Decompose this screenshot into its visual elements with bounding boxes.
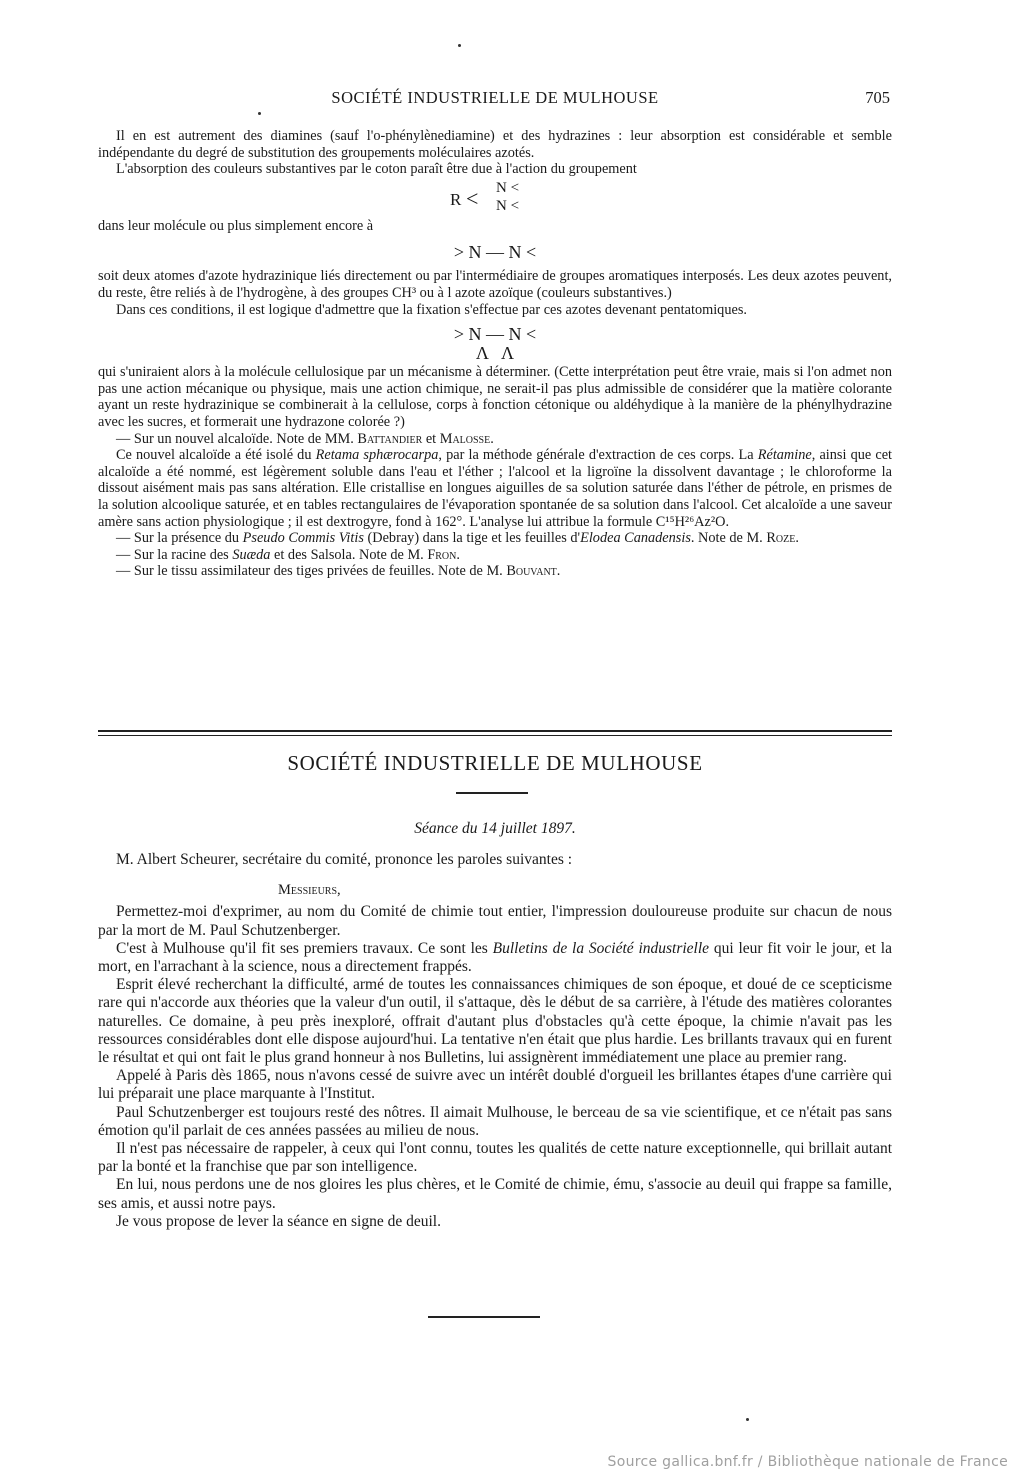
text: , ainsi que cet alcaloïde a été nommé, est légèrement soluble dans l'eau et l'éther ; l'alcool et la ligroïne la dissolvent davantage ; le chloroforme la dissout aisément mais pas sans altération. Elle cristallise en longues aiguilles de sa solution saturée dans l'éther de pétrole, en prismes de la solution alcoolique saturée, et en tables rectangulaires de l'évaporation spontanée de sa solution dans l'alcool. Cet alcaloïde a une saveur amère sans action physiologique ; il est dextrogyre, fond à 162°. L'analyse lui attribue la formule C¹⁵H²⁶Az²O. — [98, 447, 893, 530]
formula-pentatomic-bottom: Λ Λ — [475, 343, 515, 364]
speck — [258, 112, 261, 115]
paragraph: Dans ces conditions, il est logique d'admettre que la fixation s'effectue par ces azotes devenant pentatomiques. — [116, 301, 747, 318]
salutation — [98, 881, 892, 899]
running-header — [98, 88, 892, 110]
source-footer: Source gallica.bnf.fr / Bibliothèque nationale de France — [607, 1454, 1008, 1470]
author-name: Battandier — [357, 430, 423, 447]
divider-thin — [98, 735, 892, 736]
note-text: et — [422, 430, 440, 447]
intro-line: M. Albert Scheurer, secrétaire du comité, prononce les paroles suivantes : — [116, 851, 573, 868]
author-name: Bouvant — [506, 563, 557, 580]
eulogy-text — [98, 851, 892, 1231]
note-pseudo-commis — [98, 530, 892, 547]
formula-bot: N < — [496, 197, 520, 214]
text: et des Salsola. Note de M. — [270, 546, 428, 563]
paragraph: Paul Schutzenberger est toujours resté des nôtres. Il aimait Mulhouse, le berceau de sa vie scientifique, et ce n'était pas sans émotion qu'il parlait de ces années passées au milieu de nous. — [98, 1103, 892, 1139]
paragraph: L'absorption des couleurs substantives par le coton paraît être due à l'action du groupement — [116, 161, 637, 178]
paragraph: soit deux atomes d'azote hydrazinique liés directement ou par l'intermédiaire de groupes aromatiques interposés. Les deux azotes peuvent, du reste, être reliés à de l'hydrogène, à des groupes CH³ ou à l azote azoïque (couleurs substantives.) — [98, 268, 892, 301]
paragraph — [98, 940, 892, 976]
text: . — [556, 563, 561, 580]
section-title: SOCIÉTÉ INDUSTRIELLE DE MULHOUSE — [287, 751, 703, 775]
page-number: 705 — [865, 88, 890, 107]
italic-text: Suæda — [232, 546, 271, 563]
italic-text: Rétamine — [757, 447, 812, 464]
closing-rule — [428, 1316, 540, 1318]
italic-text: Bulletins de la Société industrielle — [492, 939, 710, 957]
formula-r: R — [450, 189, 462, 209]
title-underline — [456, 792, 528, 794]
formula-top: N < — [496, 179, 520, 196]
text: . — [456, 546, 460, 563]
note-text: . — [490, 430, 494, 447]
text: qui leur fit voir le jour, et la mort, en l'arrachant à la science, nous a directement frappés. — [98, 939, 892, 976]
italic-text: Retama sphærocarpa — [315, 447, 439, 464]
paragraph: qui s'uniraient alors à la molécule cellulosique par un mécanisme à déterminer. (Cette interprétation peut être vraie, mais si l'on admet non pas une action mécanique ou physique, mais une action chimique, ne serait-il pas plus admissible de considérer que la matière colorante ayant un reste hydrazinique se combinerait à la cellulose, corps à fonction cétonique ou aldéhydique à la manière de la phénylhydrazine avec les sucres, et formerait une hydrazone colorée ?) — [98, 364, 892, 430]
text: , par la méthode générale d'extraction de ces corps. La — [438, 447, 758, 464]
italic-text: Pseudo Commis Vitis — [242, 530, 364, 547]
formula-pentatomic — [98, 324, 892, 362]
note-text: — Sur un nouvel alcaloïde. Note de MM. — [116, 430, 358, 447]
formula-hydrazine: > N — N < — [453, 242, 537, 263]
text: Ce nouvel alcaloïde a été isolé du — [116, 447, 316, 464]
section-divider — [98, 730, 892, 736]
text: — Sur le tissu assimilateur des tiges privées de feuilles. Note de M. — [116, 563, 507, 580]
paragraph: Il en est autrement des diamines (sauf l'o-phénylènediamine) et des hydrazines : leur absorption est considérable et semble indépendante du degré de substitution des groupements moléculaires azotés. — [98, 128, 892, 161]
speck — [458, 44, 461, 47]
upper-text — [98, 128, 892, 580]
divider-thick — [98, 730, 892, 732]
paragraph: Il n'est pas nécessaire de rappeler, à ceux qui l'ont connu, toutes les qualités de cette nature exceptionnelle, qui brillait autant par la bonté et la franchise que par son intelligence. — [98, 1140, 892, 1176]
text: — Sur la présence du — [116, 530, 243, 547]
formula-r-group — [98, 178, 892, 218]
note-tissu — [98, 563, 892, 580]
note-suaeda — [98, 547, 892, 564]
paragraph-retamine — [98, 447, 892, 530]
text: . — [795, 530, 799, 547]
note-alkaloid — [98, 431, 892, 448]
author-name: Malosse — [439, 430, 491, 447]
italic-text: Elodea Canadensis — [580, 530, 691, 547]
paragraph: En lui, nous perdons une de nos gloires les plus chères, et le Comité de chimie, ému, s'associe au deuil qui frappe sa famille, ses amis, et aussi notre pays. — [98, 1176, 892, 1212]
paragraph: Appelé à Paris dès 1865, nous n'avons cessé de suivre avec un intérêt doublé d'orgueil les brillantes étapes d'une carrière qui lui préparait une place marquante à l'Institut. — [98, 1067, 892, 1103]
running-header-title: SOCIÉTÉ INDUSTRIELLE DE MULHOUSE — [331, 88, 659, 107]
author-name: Fron — [427, 546, 457, 563]
formula-pentatomic-top: > N — N < — [453, 324, 537, 345]
paragraph: dans leur molécule ou plus simplement encore à — [98, 217, 374, 234]
paragraph: Esprit élevé recherchant la difficulté, armé de toutes les connaissances chimiques de son époque, et doué de ce scepticisme rare qui n'accorde aux théories que la valeur d'un outil, il s'attaque, dès le début de sa carrière, à l'étude des matières colorantes naturelles. Ce domaine, à peu près inexploré, offrait d'autant plus d'obstacles qu'à cette époque, la chimie n'avait pas les ressources considérables dont elle dispose aujourd'hui. La tentative n'en était que plus hardie. Les brillants travaux qui en furent le résultat et qui ont fait le plus grand honneur à nos Bulletins, lui assignèrent immédiatement une place au premier rang. — [98, 976, 892, 1067]
formula-lt: < — [466, 185, 479, 211]
paragraph: Je vous propose de lever la séance en signe de deuil. — [116, 1212, 441, 1230]
text: — Sur la racine des — [116, 546, 233, 563]
text: . Note de M. — [690, 530, 767, 547]
speck — [746, 1418, 749, 1421]
seance-date: Séance du 14 juillet 1897. — [414, 820, 576, 837]
paragraph: Permettez-moi d'exprimer, au nom du Comité de chimie tout entier, l'impression douloureuse produite sur chacun de nous par la mort de M. Paul Schutzenberger. — [98, 903, 892, 939]
author-name: Roze — [766, 530, 796, 547]
text: (Debray) dans la tige et les feuilles d' — [363, 530, 581, 547]
salutation-text: Messieurs, — [278, 882, 341, 899]
text: C'est à Mulhouse qu'il fit ses premiers travaux. Ce sont les — [116, 939, 493, 957]
